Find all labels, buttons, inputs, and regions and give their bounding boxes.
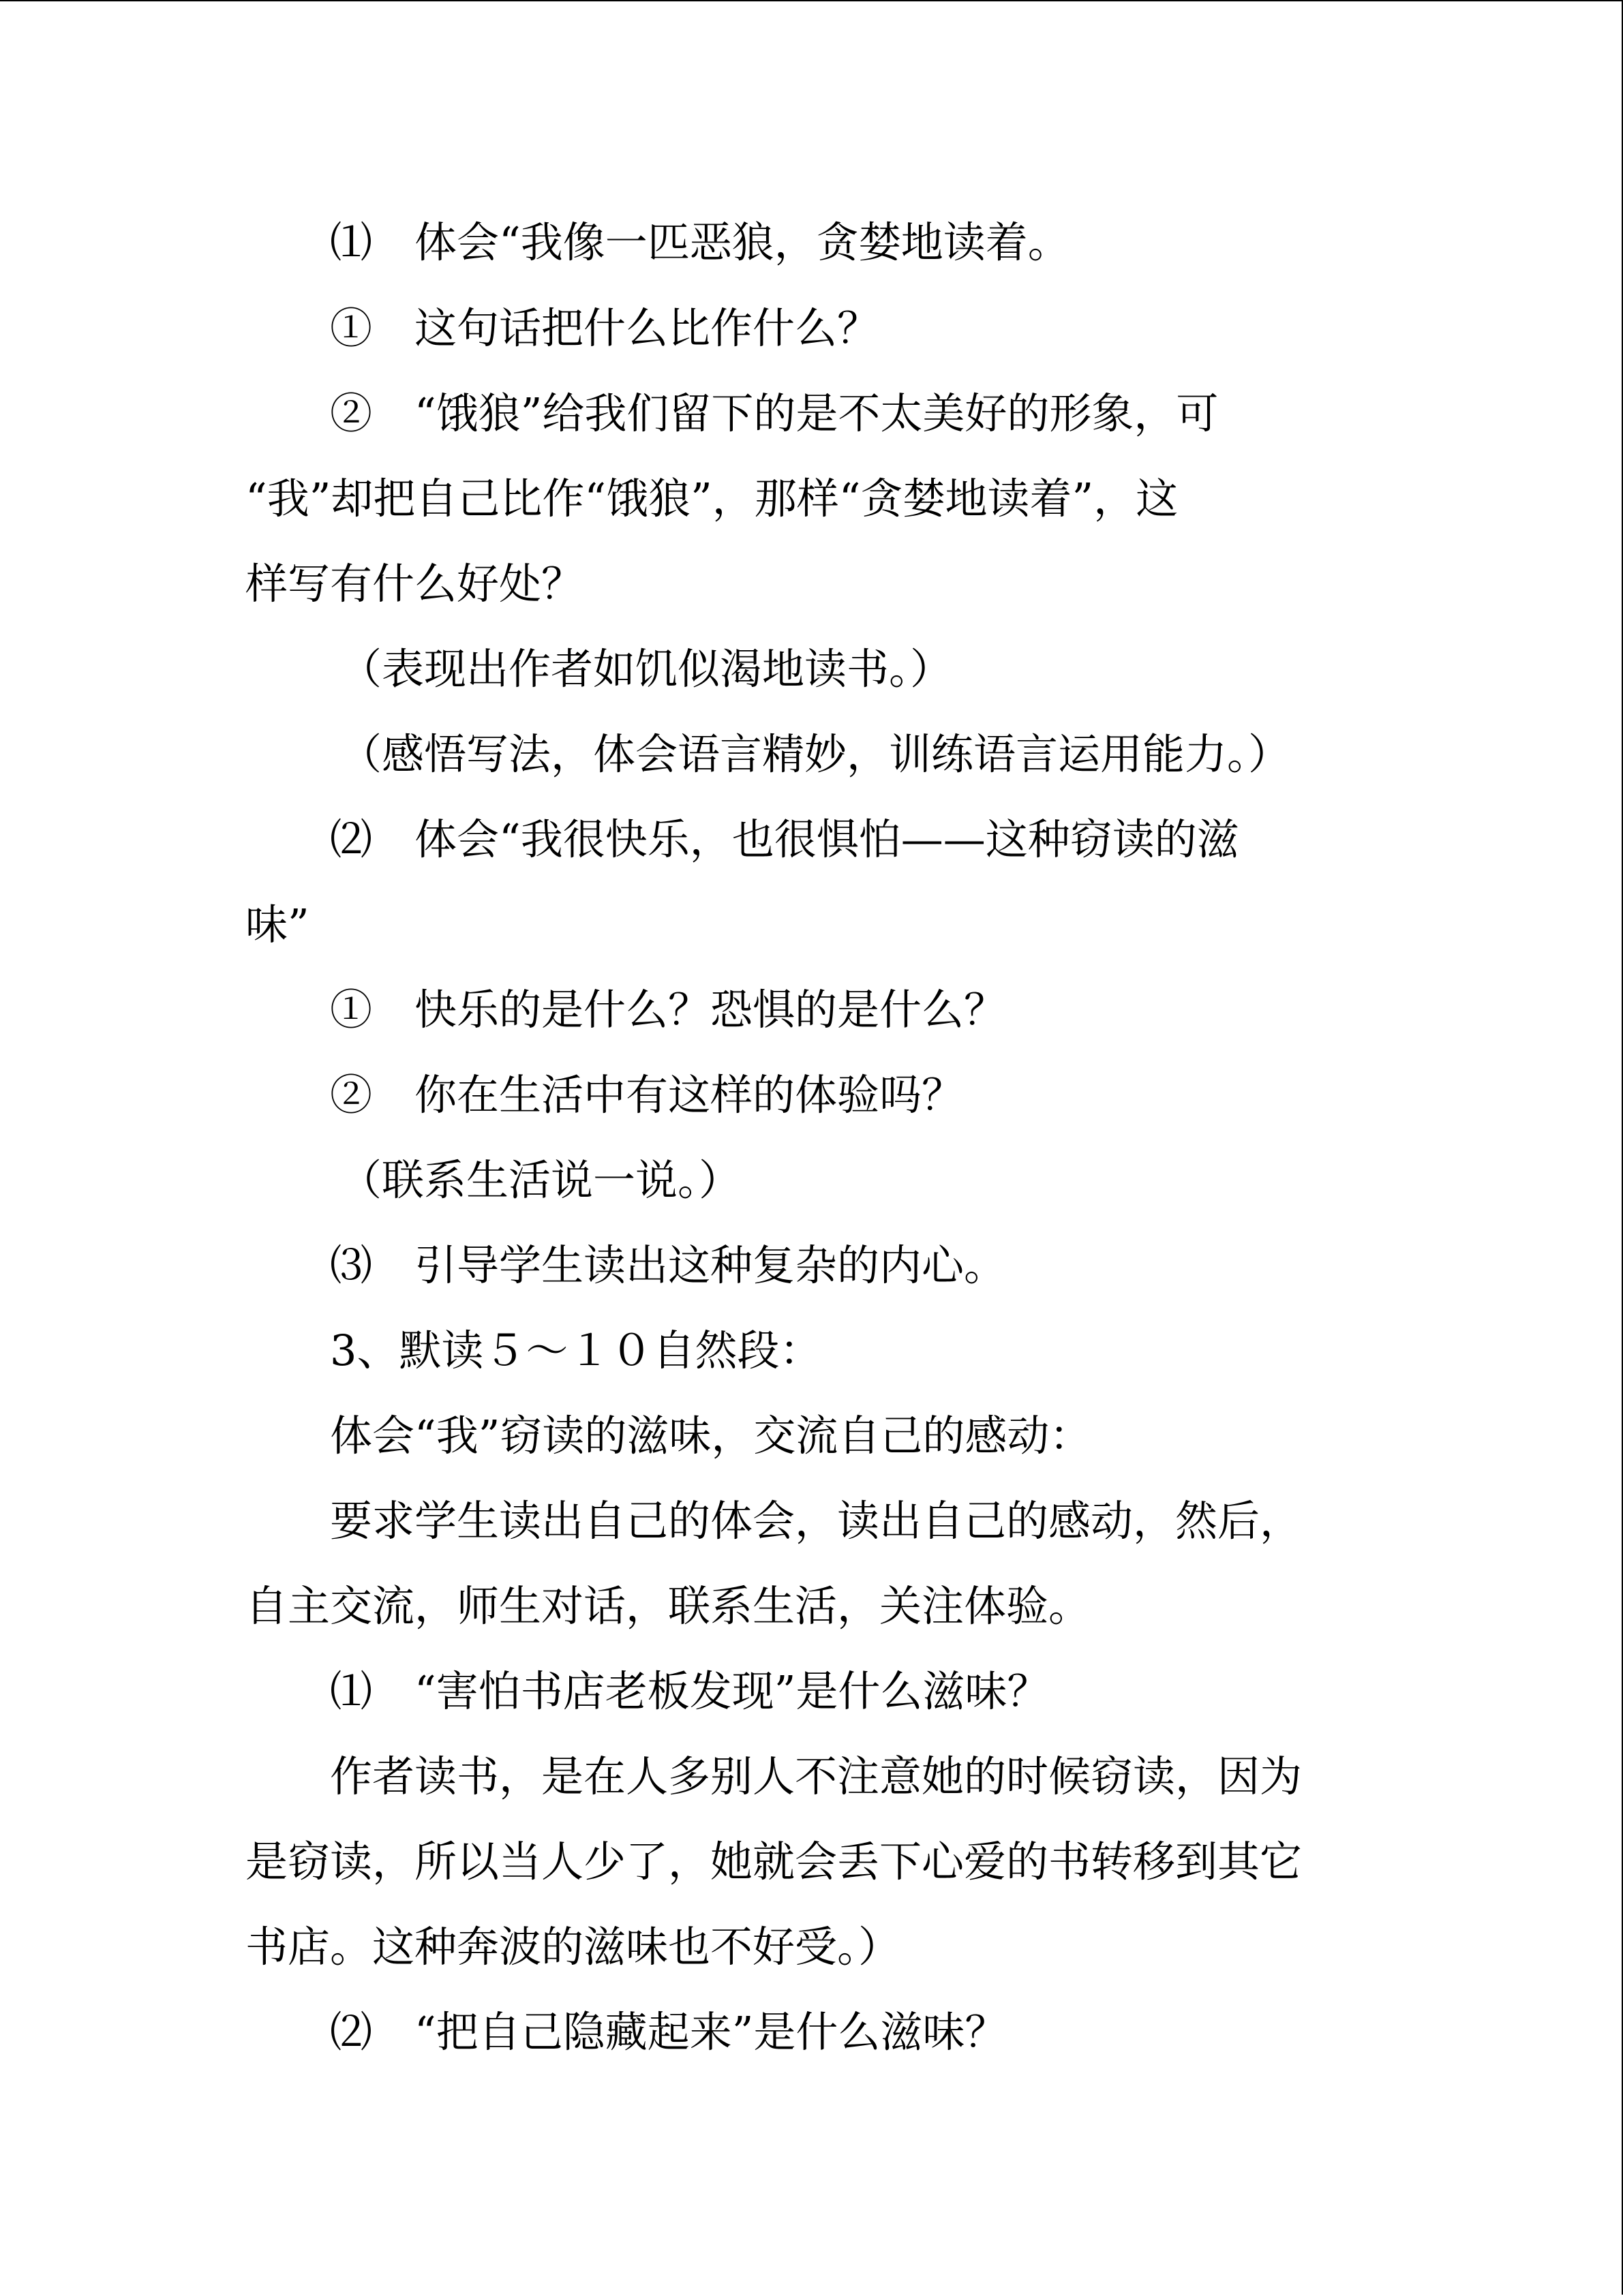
- text-line: ① 这句话把什么比作什么？: [330, 303, 880, 353]
- text-line: （感悟写法，体会语言精妙，训练语言运用能力。）: [339, 729, 1291, 779]
- text-line: ⑴ 体会“我像一匹恶狼，贪婪地读着。: [330, 217, 1070, 267]
- text-line: ② 你在生活中有这样的体验吗？: [330, 1070, 965, 1120]
- document-page: [0, 1, 1623, 2296]
- text-line: 样写有什么好处？: [245, 559, 584, 609]
- text-line: ⑵ 体会“我很快乐，也很惧怕——这种窃读的滋: [330, 814, 1239, 864]
- text-line: （表现出作者如饥似渴地读书。）: [339, 644, 953, 694]
- text-line: 自主交流，师生对话，联系生活，关注体验。: [245, 1581, 1091, 1631]
- text-line: ⑵ “把自己隐藏起来”是什么滋味？: [330, 2007, 1007, 2057]
- text-line: 是窃读，所以当人少了，她就会丢下心爱的书转移到其它: [245, 1837, 1303, 1886]
- text-line: ① 快乐的是什么？恐惧的是什么？: [330, 985, 1007, 1035]
- text-line: （联系生活说一说。）: [339, 1155, 742, 1205]
- text-line: 味”: [245, 900, 309, 949]
- text-line: ⑶ 引导学生读出这种复杂的内心。: [330, 1240, 1007, 1290]
- text-line: 3、默读５～１０自然段：: [330, 1326, 822, 1375]
- text-line: 作者读书，是在人多别人不注意她的时候窃读，因为: [330, 1751, 1303, 1801]
- text-line: 体会“我”窃读的滋味，交流自己的感动：: [330, 1411, 1092, 1460]
- text-line: 书店。这种奔波的滋味也不好受。）: [245, 1922, 901, 1972]
- text-line: 要求学生读出自己的体会，读出自己的感动，然后，: [330, 1496, 1303, 1546]
- text-line: “我”却把自己比作“饿狼”，那样“贪婪地读着”，这: [245, 474, 1179, 523]
- text-line: ⑴ “害怕书店老板发现”是什么滋味？: [330, 1666, 1050, 1716]
- text-line: ② “饿狼”给我们留下的是不太美好的形象，可: [330, 388, 1219, 438]
